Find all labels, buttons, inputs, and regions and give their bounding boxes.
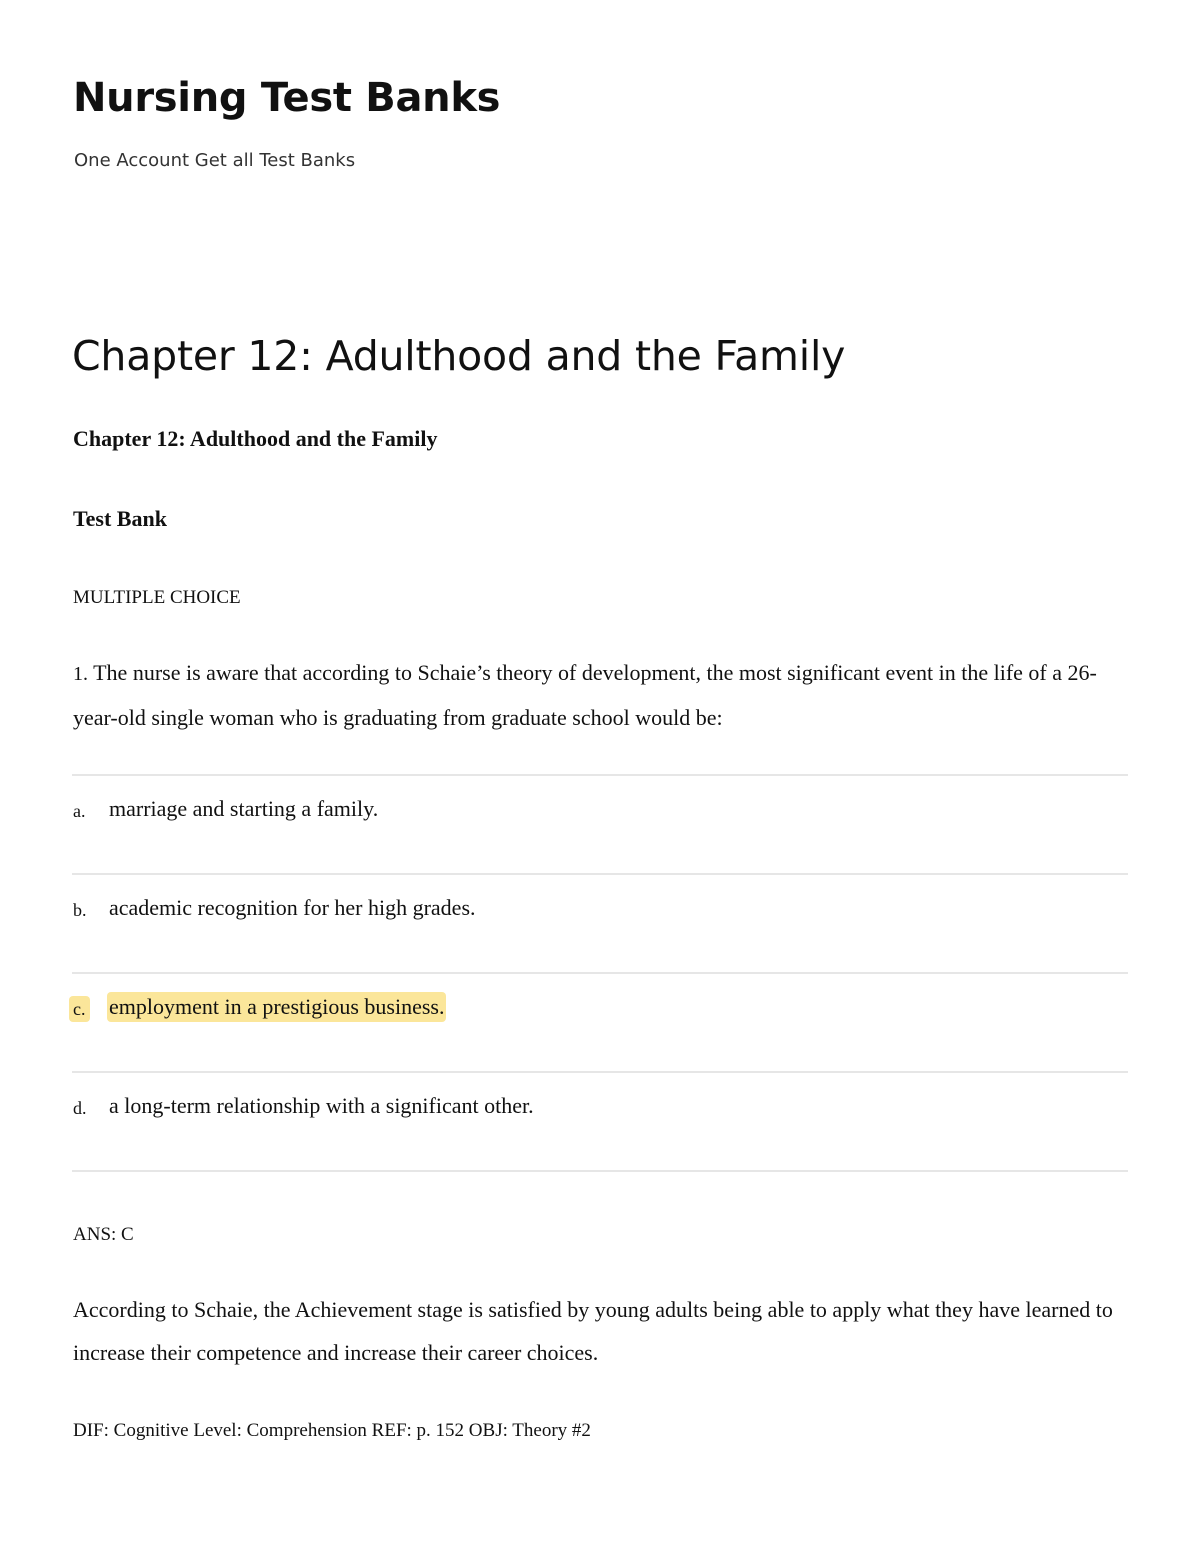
option-letter-highlighted: c. bbox=[69, 996, 90, 1022]
question-number: 1. bbox=[73, 663, 88, 685]
answer-options bbox=[72, 774, 1128, 1172]
question-metadata: DIF: Cognitive Level: Comprehension REF: p. 152 OBJ: Theory #2 bbox=[73, 1420, 591, 1441]
test-bank-subheading: Test Bank bbox=[73, 506, 167, 531]
site-title[interactable]: Nursing Test Banks bbox=[73, 75, 501, 121]
option-c bbox=[72, 972, 1128, 1071]
chapter-subheading: Chapter 12: Adulthood and the Family bbox=[73, 426, 438, 451]
option-letter: d. bbox=[73, 1098, 87, 1118]
option-text: marriage and starting a family. bbox=[109, 796, 379, 821]
option-letter: a. bbox=[73, 801, 86, 821]
option-text: academic recognition for her high grades. bbox=[109, 895, 476, 920]
option-text: a long-term relationship with a significant other. bbox=[109, 1093, 534, 1118]
section-label: MULTIPLE CHOICE bbox=[73, 587, 241, 608]
option-b bbox=[72, 873, 1128, 972]
site-tagline: One Account Get all Test Banks bbox=[74, 150, 356, 171]
option-letter: b. bbox=[73, 900, 87, 920]
option-a bbox=[72, 774, 1128, 873]
answer-key: ANS: C bbox=[73, 1224, 134, 1245]
entry-title: Chapter 12: Adulthood and the Family bbox=[72, 332, 846, 380]
option-d bbox=[72, 1071, 1128, 1172]
question-body: The nurse is aware that according to Schaie’s theory of development, the most significant event in the life of a 26-year-old single woman who is graduating from graduate school would be: bbox=[73, 660, 1097, 730]
rationale-text: According to Schaie, the Achievement stage is satisfied by young adults being able to apply what they have learned to increase their competence and increase their career choices. bbox=[73, 1297, 1113, 1365]
option-text-highlighted: employment in a prestigious business. bbox=[107, 992, 446, 1022]
question-text bbox=[73, 651, 1133, 739]
